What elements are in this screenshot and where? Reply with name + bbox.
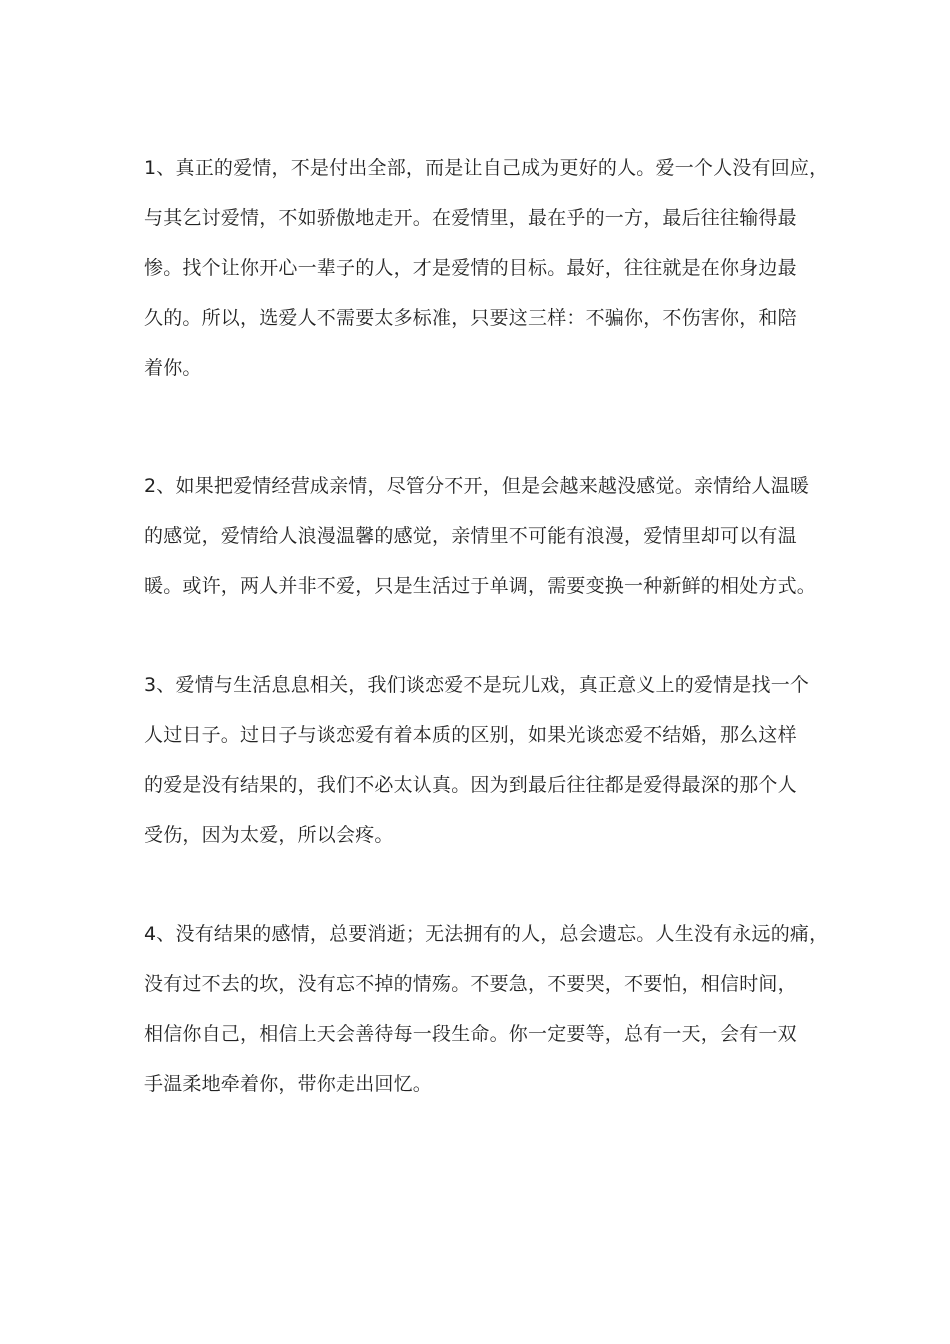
paragraph-line: 的爱是没有结果的，我们不必太认真。因为到最后往往都是爱得最深的那个人 [144,774,797,796]
paragraph-line: 受伤，因为太爱，所以会疼。 [144,824,394,846]
paragraph-line: 4、没有结果的感情，总要消逝；无法拥有的人，总会遗忘。人生没有永远的痛， [144,923,829,945]
paragraph-line: 的感觉，爱情给人浪漫温馨的感觉，亲情里不可能有浪漫，爱情里却可以有温 [144,525,797,547]
paragraph-line: 久的。所以，选爱人不需要太多标准，只要这三样：不骗你，不伤害你，和陪 [144,307,797,329]
paragraph-line: 惨。找个让你开心一辈子的人，才是爱情的目标。最好，往往就是在你身边最 [144,257,797,279]
paragraph-line: 与其乞讨爱情，不如骄傲地走开。在爱情里，最在乎的一方，最后往往输得最 [144,207,797,229]
paragraph-line: 2、如果把爱情经营成亲情，尽管分不开，但是会越来越没感觉。亲情给人温暖 [144,475,810,497]
paragraph-line: 着你。 [144,357,202,379]
paragraph-line: 没有过不去的坎，没有忘不掉的情殇。不要急，不要哭，不要怕，相信时间， [144,973,797,995]
paragraph-line: 3、爱情与生活息息相关，我们谈恋爱不是玩儿戏，真正意义上的爱情是找一个 [144,674,810,696]
paragraph-line: 人过日子。过日子与谈恋爱有着本质的区别，如果光谈恋爱不结婚，那么这样 [144,724,797,746]
paragraph-line: 1、真正的爱情，不是付出全部，而是让自己成为更好的人。爱一个人没有回应， [144,157,829,179]
paragraph-line: 手温柔地牵着你，带你走出回忆。 [144,1073,433,1095]
paragraph-line: 相信你自己，相信上天会善待每一段生命。你一定要等，总有一天，会有一双 [144,1023,797,1045]
paragraph-line: 暖。或许，两人并非不爱，只是生活过于单调，需要变换一种新鲜的相处方式。 [144,575,817,597]
